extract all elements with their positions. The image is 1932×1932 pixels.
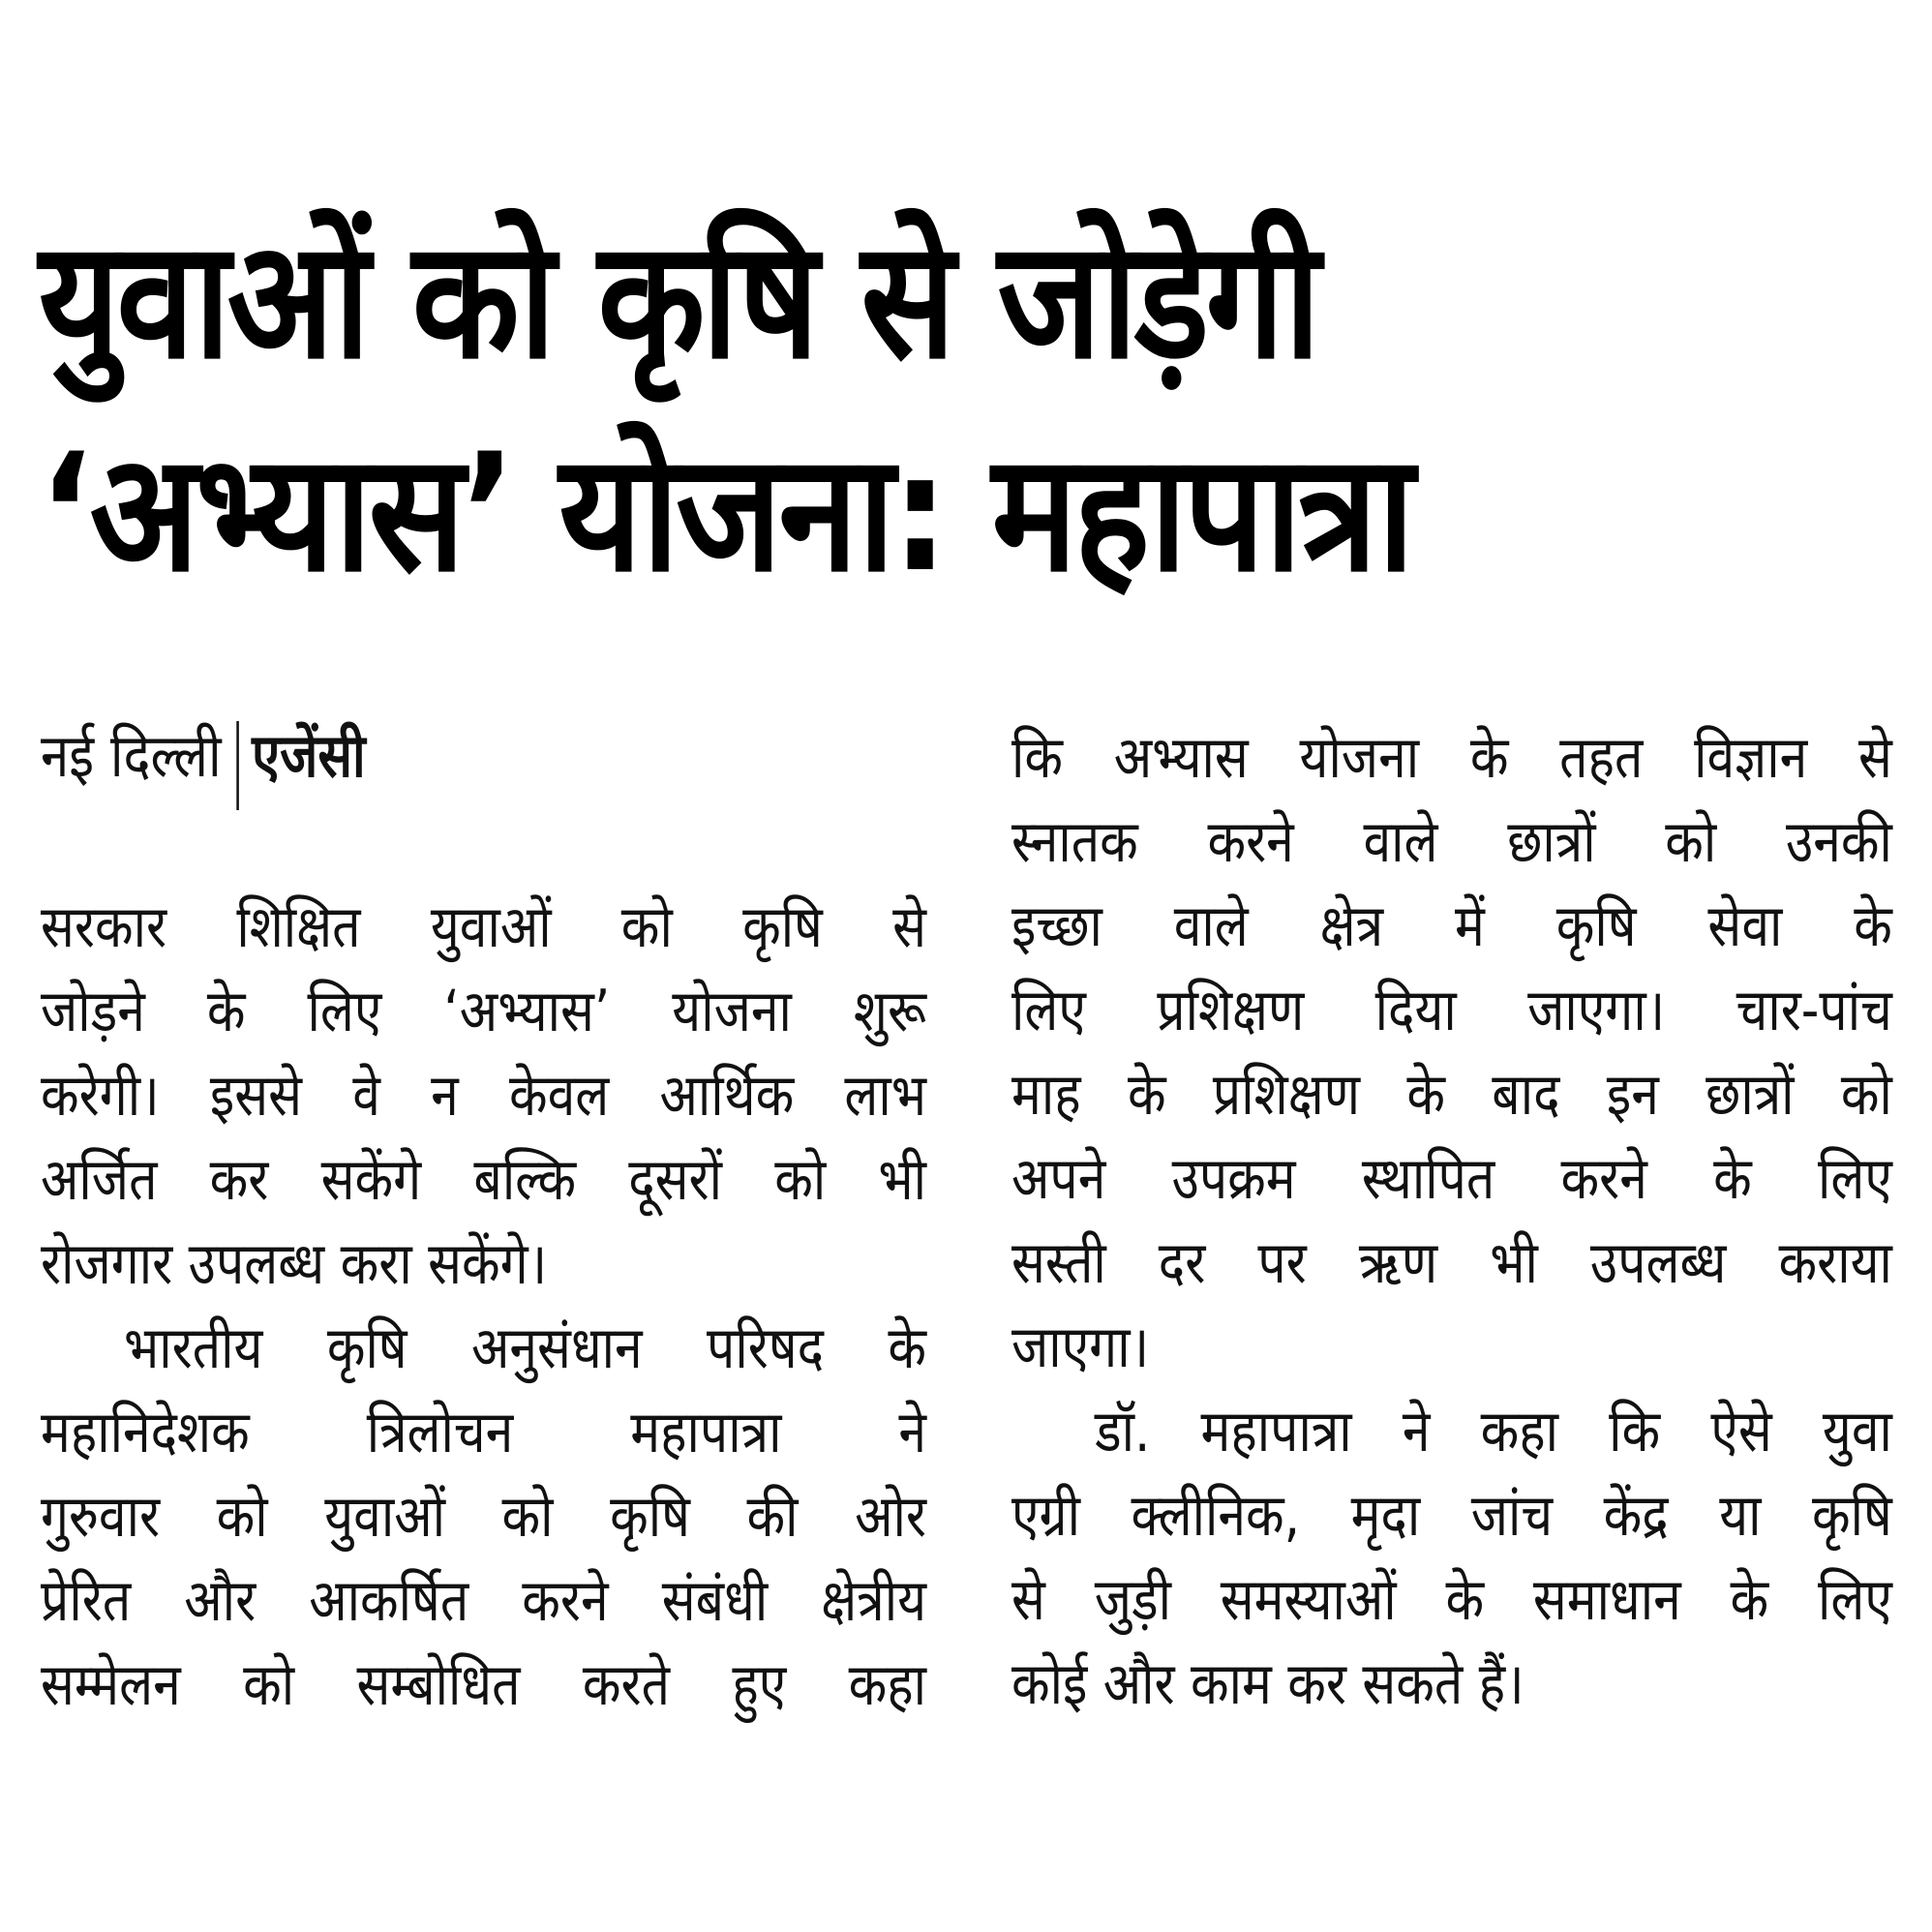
text-line: से जुड़ी समस्याओं के समाधान के लिए [1011, 1566, 1892, 1634]
text-line: जोड़ने के लिए ‘अभ्यास’ योजना शुरू [41, 978, 927, 1045]
text-line: प्रेरित और आकर्षित करने संबंधी क्षेत्रीय [41, 1567, 927, 1635]
text-line: डॉ. महापात्रा ने कहा कि ऐसे युवा [1095, 1398, 1892, 1465]
paragraph [1011, 1390, 1892, 1727]
paragraph [41, 886, 926, 1307]
headline-line-2: ‘अभ्यास’ योजना: महापात्रा [39, 418, 1411, 608]
text-line: इच्छा वाले क्षेत्र में कृषि सेवा के [1011, 892, 1892, 960]
text-line: एग्री क्लीनिक, मृदा जांच केंद्र या कृषि [1011, 1482, 1892, 1550]
text-line: करेगी। इससे वे न केवल आर्थिक लाभ [41, 1062, 927, 1130]
text-line: स्नातक करने वाले छात्रों को उनकी [1011, 808, 1892, 876]
text-line: अपने उपक्रम स्थापित करने के लिए [1011, 1145, 1892, 1213]
text-line: कि अभ्यास योजना के तहत विज्ञान से [1011, 724, 1892, 792]
paragraph [41, 1307, 926, 1728]
dateline [41, 711, 366, 800]
body-column-right [1011, 716, 1892, 1727]
dateline-source: एजेंसी [252, 720, 366, 791]
paragraph [1011, 716, 1892, 1390]
text-line: सरकार शिक्षित युवाओं को कृषि से [41, 893, 927, 961]
text-line: अर्जित कर सकेंगे बल्कि दूसरों को भी [41, 1146, 927, 1214]
text-line: गुरुवार को युवाओं को कृषि की ओर [41, 1483, 927, 1551]
dateline-city: नई दिल्ली [41, 720, 222, 791]
dateline-separator [236, 721, 239, 810]
headline [39, 194, 1897, 619]
text-line: लिए प्रशिक्षण दिया जाएगा। चार-पांच [1011, 977, 1892, 1044]
text-line: कोई और काम कर सकते हैं। [1011, 1650, 1524, 1718]
text-line: रोजगार उपलब्ध करा सकेंगे। [41, 1230, 548, 1298]
text-line: भारतीय कृषि अनुसंधान परिषद के [124, 1314, 927, 1382]
body-column-left [41, 886, 926, 1728]
text-line: जाएगा। [1011, 1313, 1150, 1381]
text-line: माह के प्रशिक्षण के बाद इन छात्रों को [1011, 1061, 1892, 1129]
text-line: महानिदेशक त्रिलोचन महापात्रा ने [41, 1399, 927, 1466]
text-line: सस्ती दर पर ऋण भी उपलब्ध कराया [1011, 1229, 1892, 1297]
text-line: सम्मेलन को सम्बोधित करते हुए कहा [41, 1651, 927, 1719]
headline-line-1: युवाओं को कृषि से जोड़ेगी [39, 205, 1317, 395]
